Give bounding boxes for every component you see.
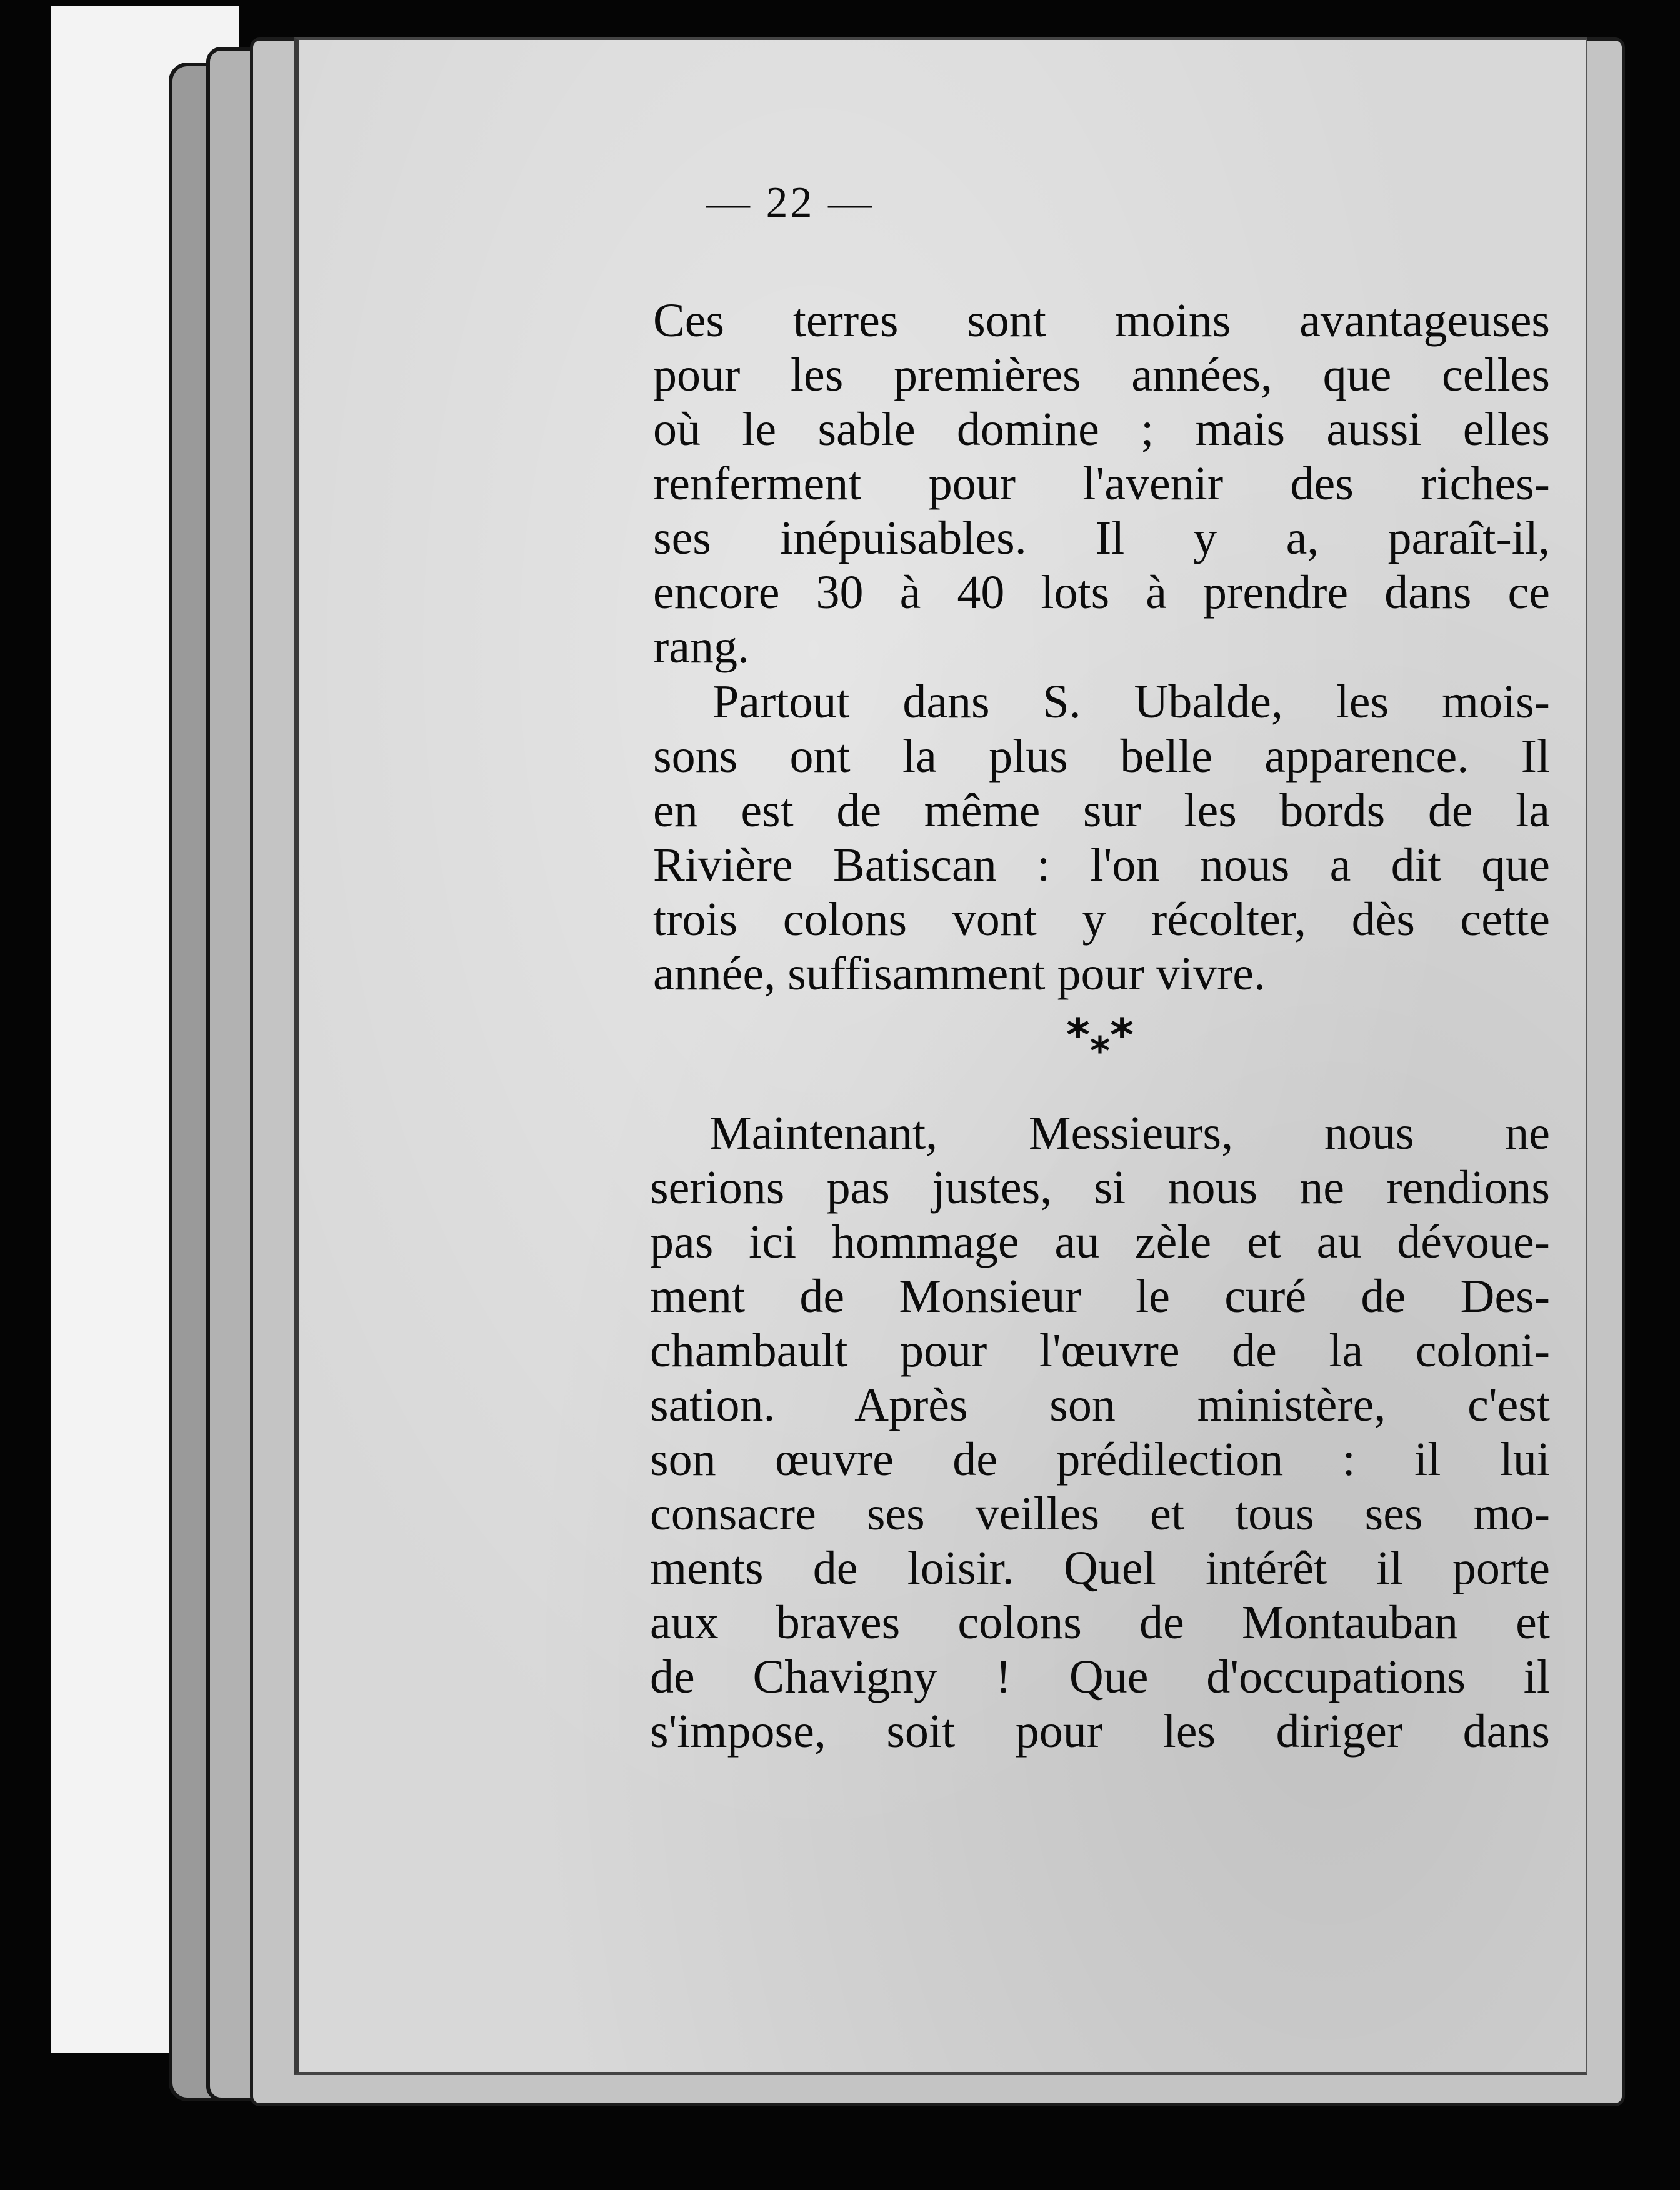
text-line: Ces terres sont moins avantageuses: [653, 294, 1550, 347]
text-line: année, suffisamment pour vivre.: [653, 948, 1266, 1000]
asterisk-ornament: *: [1110, 1009, 1134, 1061]
text-line: Maintenant, Messieurs, nous ne: [709, 1107, 1550, 1159]
text-line: trois colons vont y récolter, dès cette: [653, 893, 1550, 946]
text-line: de Chavigny ! Que d'occupations il: [650, 1651, 1550, 1703]
text-line: chambault pour l'œuvre de la coloni-: [650, 1324, 1550, 1377]
text-line: où le sable domine ; mais aussi elles: [653, 403, 1550, 456]
paragraph-3: [650, 1106, 1550, 1759]
text-line: sation. Après son ministère, c'est: [650, 1379, 1550, 1431]
text-line: Rivière Batiscan : l'on nous a dit que: [653, 839, 1550, 891]
asterisk-ornament: *: [1066, 1009, 1090, 1061]
text-line: ments de loisir. Quel intérêt il porte: [650, 1542, 1550, 1594]
paragraph-2: [653, 675, 1550, 1001]
text-line: encore 30 à 40 lots à prendre dans ce: [653, 566, 1550, 619]
text-line: ses inépuisables. Il y a, paraît-il,: [653, 512, 1550, 564]
text-line: en est de même sur les bords de la: [653, 784, 1550, 837]
text-line: son œuvre de prédilection : il lui: [650, 1433, 1550, 1486]
text-line: rang.: [653, 621, 750, 673]
text-line: consacre ses veilles et tous ses mo-: [650, 1488, 1550, 1540]
text-line: renferment pour l'avenir des riches-: [653, 458, 1550, 510]
text-line: serions pas justes, si nous ne rendions: [650, 1161, 1550, 1214]
paragraph-1: [653, 294, 1550, 674]
text-line: sons ont la plus belle apparence. Il: [653, 730, 1550, 782]
text-line: Partout dans S. Ubalde, les mois-: [712, 676, 1550, 728]
text-line: aux braves colons de Montauban et: [650, 1596, 1550, 1649]
text-line: ment de Monsieur le curé de Des-: [650, 1270, 1550, 1322]
asterisk-ornament: *: [1089, 1028, 1111, 1074]
text-line: pour les premières années, que celles: [653, 349, 1550, 401]
text-line: pas ici hommage au zèle et au dévoue-: [650, 1216, 1550, 1268]
page-number: — 22 —: [706, 179, 874, 227]
text-line: s'impose, soit pour les diriger dans: [650, 1705, 1550, 1758]
section-separator: [1038, 1009, 1162, 1074]
